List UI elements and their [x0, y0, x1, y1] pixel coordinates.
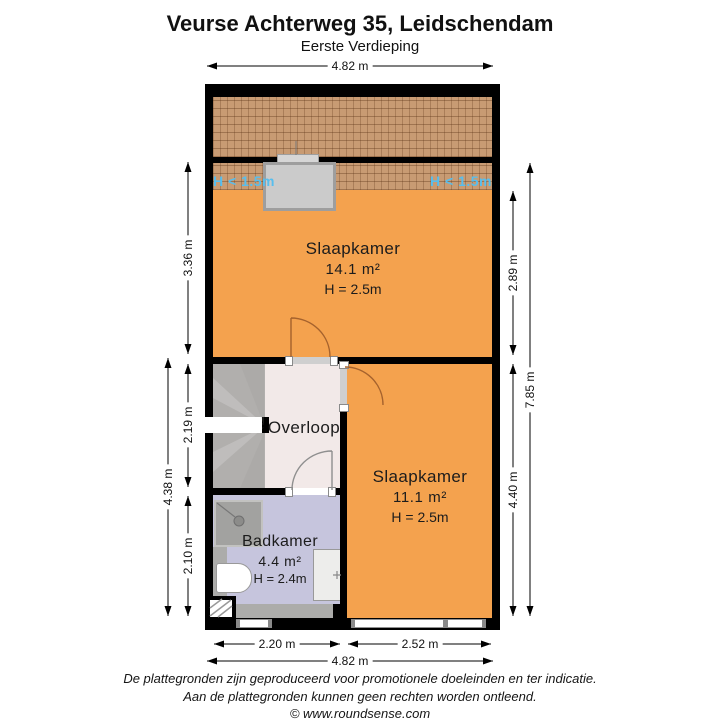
wall-mid-left-seg	[205, 357, 289, 364]
room-height: H = 2.4m	[253, 571, 307, 586]
wall-stub-bottom	[333, 604, 342, 618]
dim-left-outer: 4.38 m	[161, 465, 175, 510]
dim-left-mid: 2.19 m	[181, 403, 195, 448]
door-jamb	[339, 404, 349, 412]
dim-bottom-right: 2.52 m	[398, 637, 443, 651]
footer-disclaimer-1: De plattegronden zijn geproduceerd voor promotionele doeleinden en ter indicatie.	[123, 671, 597, 686]
room-name: Slaapkamer	[372, 467, 468, 486]
door-jamb	[285, 487, 293, 497]
room-area: 4.4 m²	[258, 553, 302, 569]
room-area: 14.1 m²	[325, 261, 381, 278]
shaft-hatched-box	[206, 596, 236, 621]
outer-wall-top	[205, 84, 500, 97]
room-height: H = 2.5m	[391, 509, 449, 525]
room-height: H = 2.5m	[324, 281, 382, 297]
room-area: 11.1 m²	[393, 489, 447, 506]
attic-height-label-right: H < 1.5m	[430, 173, 492, 189]
window-jamb	[351, 619, 355, 628]
window-slaapkamer2	[353, 619, 485, 628]
knee-strip-bottom	[235, 604, 340, 618]
window-jamb	[268, 619, 272, 628]
window-mullion	[443, 619, 448, 628]
dim-right-lower: 4.40 m	[506, 468, 520, 513]
door-jamb	[285, 356, 293, 366]
window-jamb	[482, 619, 486, 628]
stairwell-opening	[205, 417, 262, 433]
dim-right-upper: 2.89 m	[506, 251, 520, 296]
dim-left-lower: 2.10 m	[181, 534, 195, 579]
door-opening-slaapkamer1	[289, 357, 334, 364]
dim-bottom-total: 4.82 m	[328, 654, 373, 668]
room-label-overloop	[266, 417, 342, 439]
wall-mid-right-seg	[334, 357, 500, 364]
footer-disclaimer-2: Aan de plattegronden kunnen geen rechten worden ontleend.	[183, 689, 537, 704]
door-opening-badkamer	[289, 488, 333, 495]
room-name: Badkamer	[241, 533, 319, 550]
window-jamb	[236, 619, 240, 628]
room-name: Slaapkamer	[305, 239, 401, 258]
footer-credit: © www.roundsense.com	[289, 706, 431, 720]
roof-band-upper	[213, 97, 492, 157]
dim-right-outer: 7.85 m	[523, 368, 537, 413]
door-jamb	[328, 487, 336, 497]
window-badkamer	[238, 619, 271, 628]
room-name: Overloop	[267, 418, 341, 437]
room-label-badkamer	[210, 532, 350, 587]
page-title: Veurse Achterweg 35, Leidschendam	[166, 11, 554, 36]
door-jamb	[330, 356, 338, 366]
room-label-slaapkamer-1	[273, 238, 433, 299]
kneewall-line	[213, 157, 492, 163]
door-opening-slaapkamer2	[340, 365, 347, 407]
dim-left-upper: 3.36 m	[181, 236, 195, 281]
dim-top-width: 4.82 m	[328, 59, 373, 73]
dim-bottom-left: 2.20 m	[255, 637, 300, 651]
page-subtitle: Eerste Verdieping	[300, 38, 420, 55]
attic-height-label-left: H < 1.5m	[213, 173, 275, 189]
wall-bath-top-left-seg	[205, 488, 289, 495]
room-label-slaapkamer-2	[340, 466, 500, 527]
door-jamb	[339, 361, 349, 369]
